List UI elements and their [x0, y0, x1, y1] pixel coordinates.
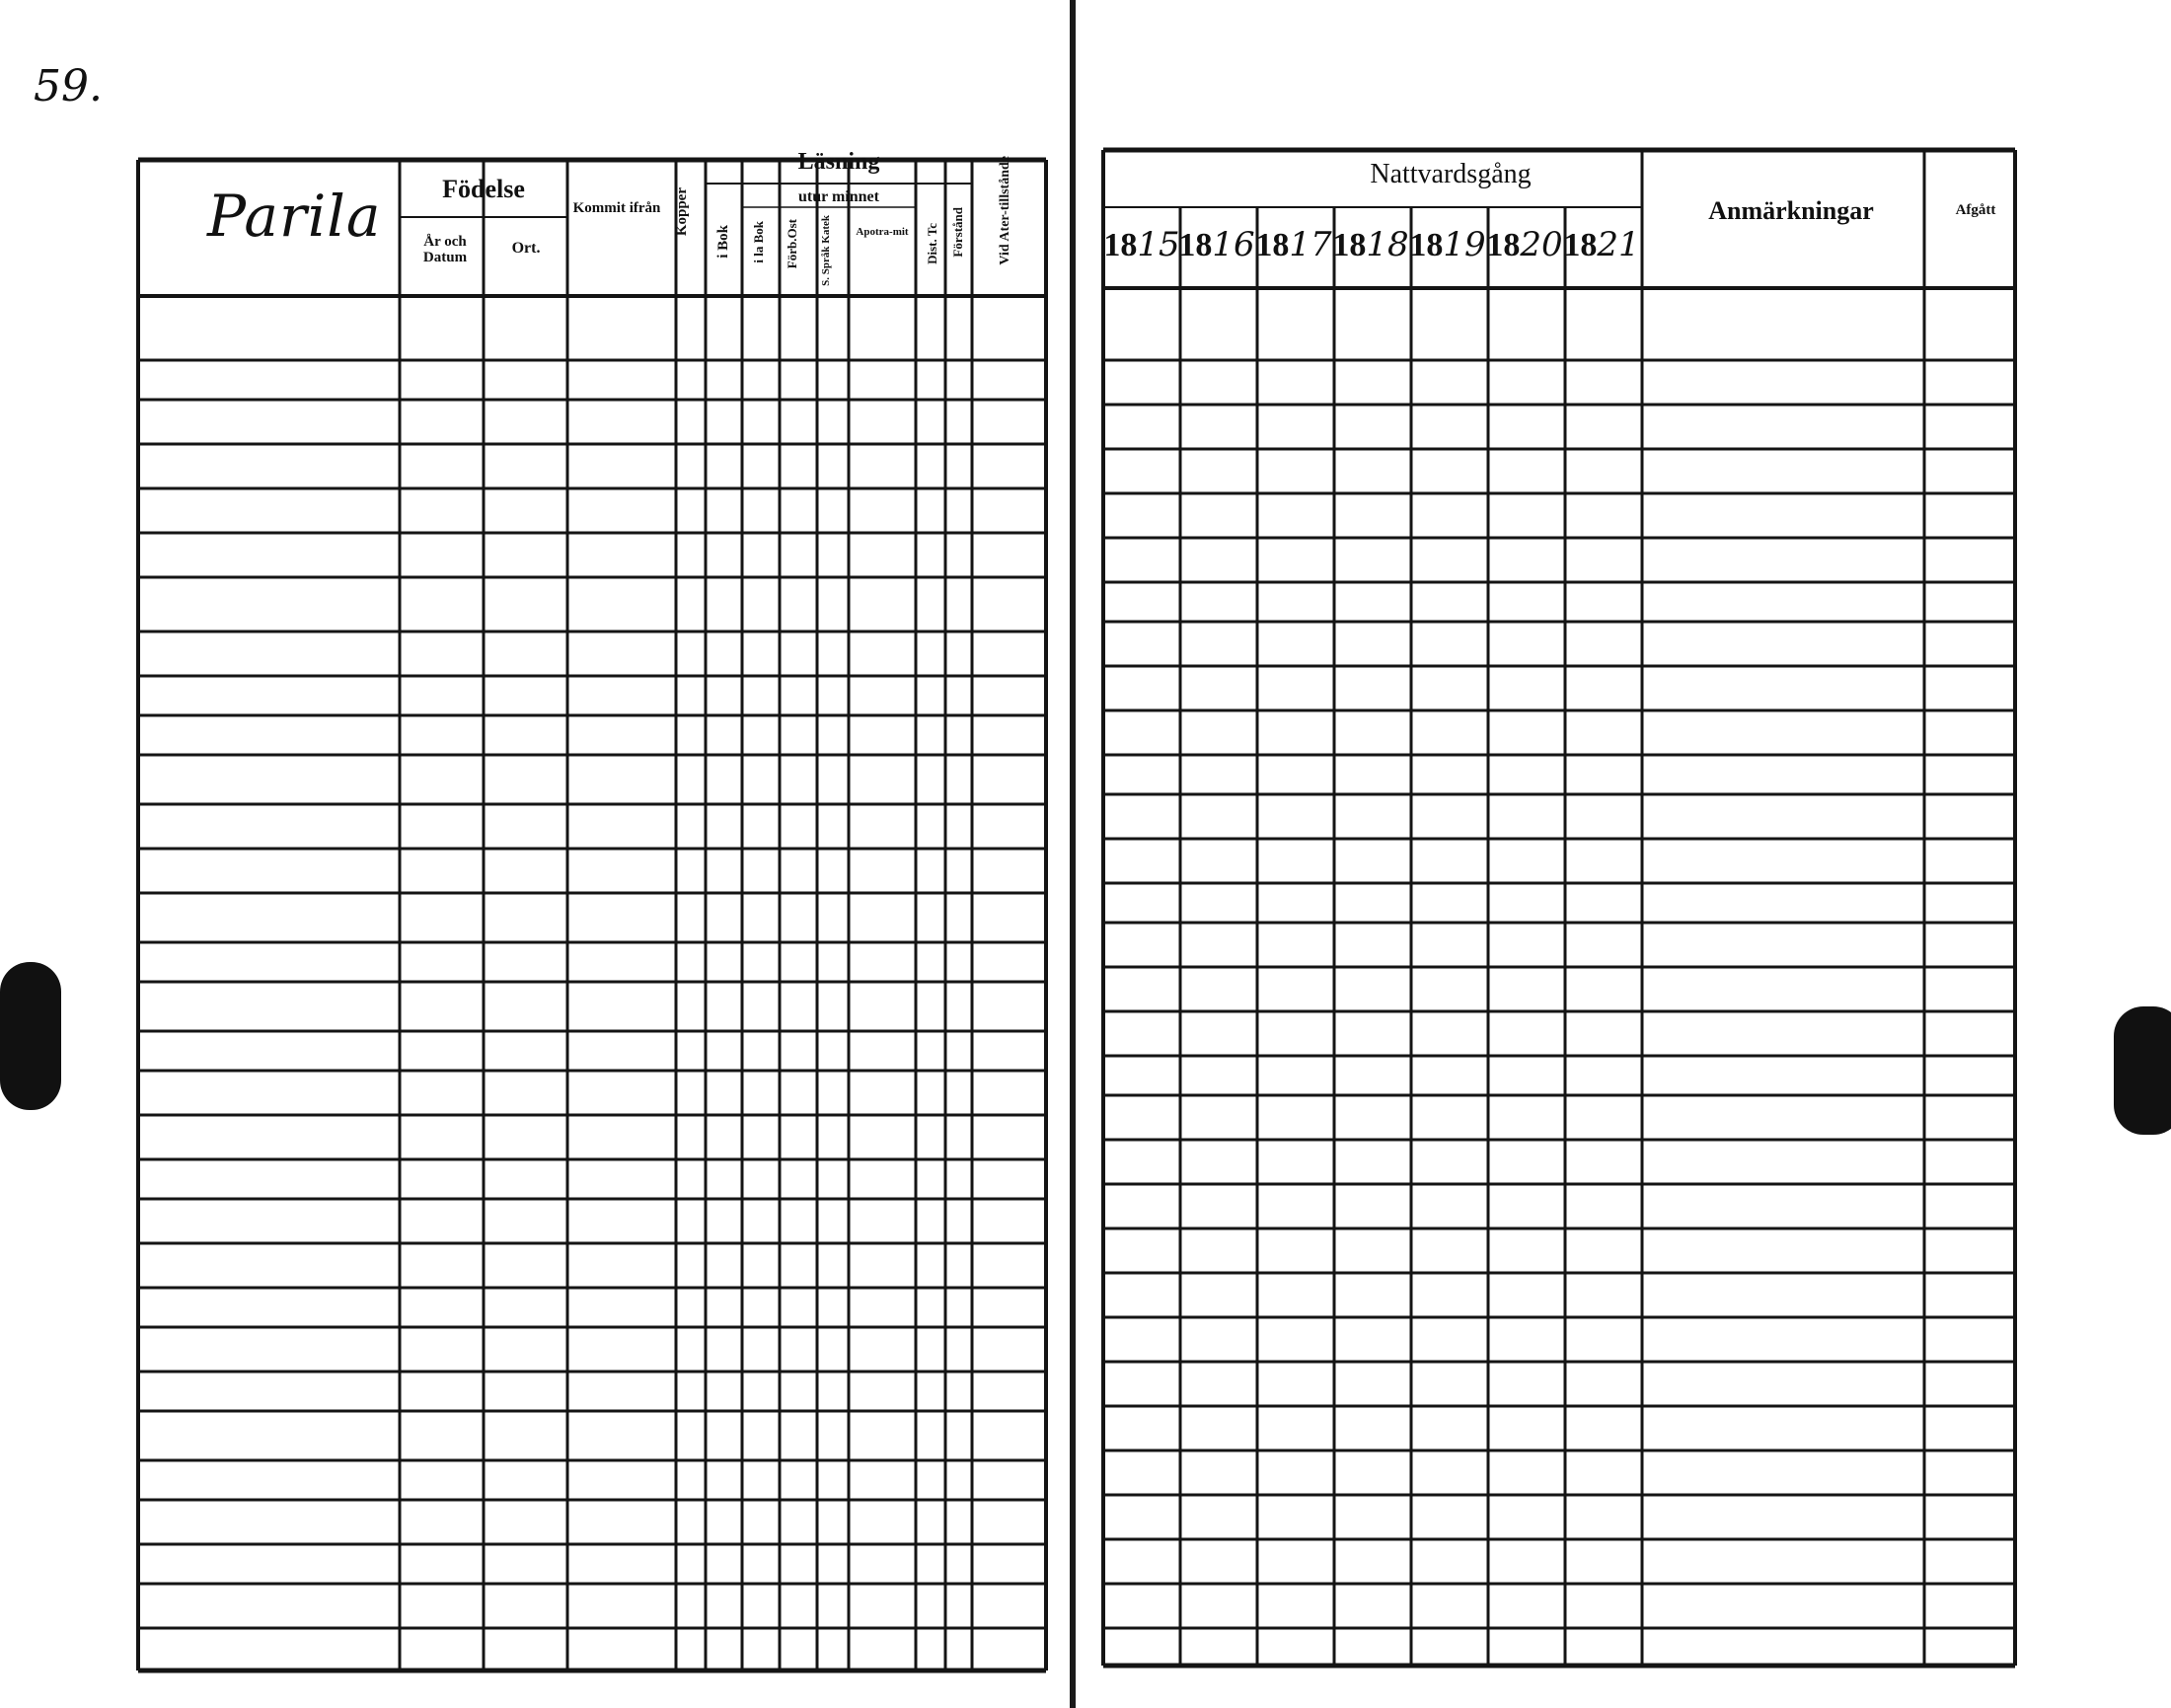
year-1815: [1103, 225, 1180, 264]
header-anmarkningar: Anmärkningar: [1708, 196, 1874, 225]
year-1818: [1332, 225, 1409, 264]
year-prefix: 18: [1103, 227, 1138, 263]
year-prefix: 18: [1563, 227, 1598, 263]
header-kopper: Kopper: [674, 187, 690, 237]
year-1821: [1563, 225, 1640, 264]
year-suffix: 15: [1137, 225, 1180, 264]
header-nattvardsgang: Nattvardsgång: [1370, 159, 1532, 189]
header-utur-minnet: utur minnet: [798, 188, 879, 205]
year-suffix: 18: [1366, 225, 1409, 264]
year-prefix: 18: [1409, 227, 1444, 263]
year-suffix: 16: [1212, 225, 1255, 264]
left-page: [0, 0, 1070, 1708]
header-i-bok: i Bok: [715, 225, 731, 259]
header-s-sprak-katek: S. Språk Katek: [820, 215, 832, 286]
right-page: [1076, 0, 2171, 1708]
header-kommit-ifran: Kommit ifrån: [572, 200, 661, 216]
header-ort: Ort.: [511, 240, 541, 257]
year-suffix: 19: [1443, 225, 1486, 264]
year-prefix: 18: [1255, 227, 1290, 263]
year-prefix: 18: [1178, 227, 1213, 263]
parish-name: Parila: [207, 183, 382, 250]
year-1819: [1409, 225, 1486, 264]
year-1820: [1486, 225, 1563, 264]
header-afgatt: Afgått: [1955, 202, 1996, 218]
header-vid-ater-tillstande: Vid Ater-tillstånde: [998, 156, 1012, 265]
year-suffix: 21: [1597, 225, 1640, 264]
year-1817: [1255, 225, 1332, 264]
page-number: 59.: [34, 61, 103, 111]
header-forstand: Förstånd: [950, 207, 965, 258]
year-prefix: 18: [1486, 227, 1521, 263]
header-lasning: Läsning: [797, 149, 880, 175]
header-dist-tc: Dist. Tc: [925, 223, 939, 264]
year-prefix: 18: [1332, 227, 1367, 263]
year-1816: [1178, 225, 1255, 264]
header-forb-ost: Förb.Ost: [785, 219, 799, 269]
header-ar-och-datum: År och Datum: [422, 234, 468, 265]
header-i-la-bok: i la Bok: [751, 221, 766, 263]
year-suffix: 17: [1289, 225, 1332, 264]
header-apotrad: Apotra-mit: [856, 226, 909, 238]
header-fodelse: Födelse: [442, 175, 525, 203]
year-suffix: 20: [1520, 225, 1563, 264]
